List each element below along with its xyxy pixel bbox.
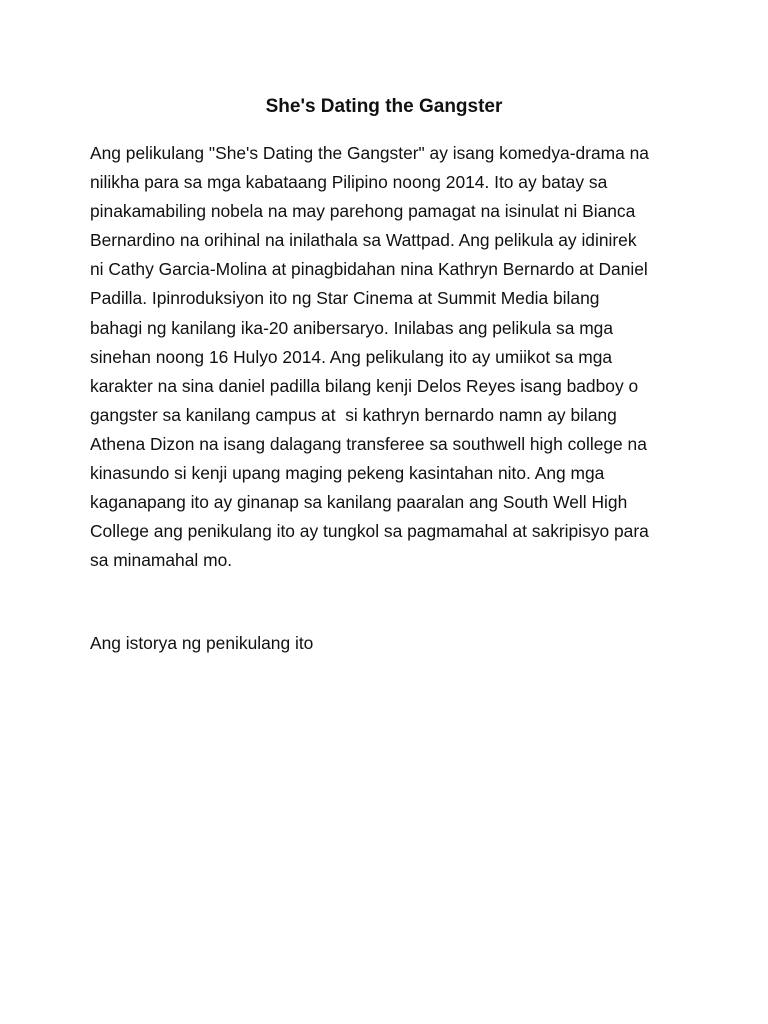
paragraph-line: Padilla. Ipinroduksiyon ito ng Star Cinema at Summit Media bilang [90, 288, 600, 309]
paragraph-line: sinehan noong 16 Hulyo 2014. Ang pelikulang ito ay umiikot sa mga [90, 346, 613, 367]
paragraph-line: Ang pelikulang "She's Dating the Gangster" ay isang komedya-drama na [90, 143, 649, 163]
paragraph-line: nilikha para sa mga kabataang Pilipino noong 2014. Ito ay batay sa [90, 172, 608, 193]
paragraph-line: kaganapang ito ay ginanap sa kanilang paaralan ang South Well High [90, 492, 628, 513]
paragraph-line: kinasundo si kenji upang maging pekeng kasintahan nito. Ang mga [90, 463, 605, 484]
paragraph-line: Bernardino na orihinal na inilathala sa Wattpad. Ang pelikula ay idinirek [90, 230, 637, 251]
paragraph-line: Athena Dizon na isang dalagang transferee sa southwell high college na [90, 433, 647, 454]
paragraph-line: pinakamabiling nobela na may parehong pamagat na isinulat ni Bianca [90, 201, 636, 222]
paragraph-line: sa minamahal mo. [90, 550, 233, 571]
paragraph-line: karakter na sina daniel padilla bilang kenji Delos Reyes isang badboy o [90, 375, 639, 396]
paragraph-line: College ang penikulang ito ay tungkol sa pagmamahal at sakripisyo para [90, 521, 649, 542]
paragraph-line: ni Cathy Garcia-Molina at pinagbidahan nina Kathryn Bernardo at Daniel [90, 259, 648, 280]
body-paragraph [90, 139, 690, 575]
second-paragraph: Ang istorya ng penikulang ito [90, 633, 314, 653]
paragraph-line: bahagi ng kanilang ika-20 anibersaryo. Inilabas ang pelikula sa mga [90, 317, 614, 338]
document-title: She's Dating the Gangster [265, 96, 503, 117]
paragraph-line: gangster sa kanilang campus at si kathryn bernardo namn ay bilang [90, 404, 617, 425]
